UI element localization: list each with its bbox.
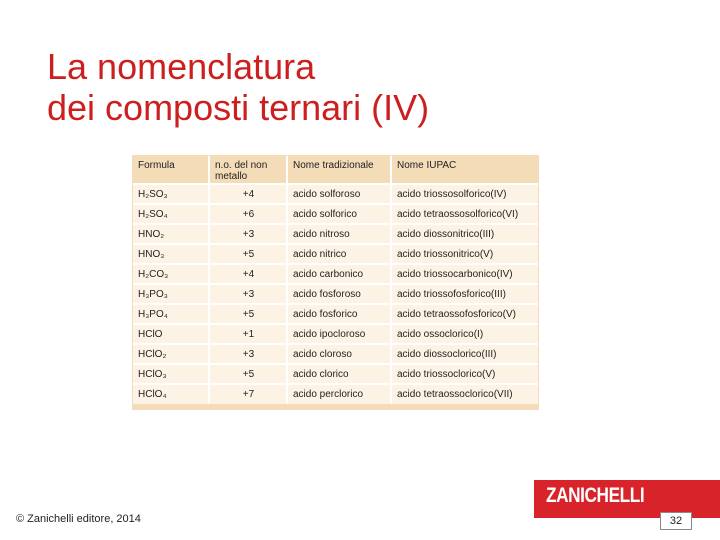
cell-formula: HClO₂ bbox=[133, 344, 209, 364]
cell-oxidation-number: +7 bbox=[209, 384, 287, 404]
cell-formula: HNO₃ bbox=[133, 244, 209, 264]
nomenclature-table-container bbox=[132, 155, 539, 410]
cell-iupac-name: acido triossofosforico(III) bbox=[391, 284, 538, 304]
table-row bbox=[133, 364, 538, 384]
cell-traditional-name: acido nitrico bbox=[287, 244, 391, 264]
nomenclature-table bbox=[133, 156, 538, 404]
title-line-2: dei composti ternari (IV) bbox=[47, 87, 430, 129]
table-row bbox=[133, 204, 538, 224]
cell-traditional-name: acido ipocloroso bbox=[287, 324, 391, 344]
cell-iupac-name: acido diossonitrico(III) bbox=[391, 224, 538, 244]
cell-formula: H₂SO₄ bbox=[133, 204, 209, 224]
table-body bbox=[133, 184, 538, 404]
cell-formula: H₃PO₃ bbox=[133, 284, 209, 304]
cell-oxidation-number: +3 bbox=[209, 284, 287, 304]
table-row bbox=[133, 224, 538, 244]
cell-traditional-name: acido carbonico bbox=[287, 264, 391, 284]
table-row bbox=[133, 244, 538, 264]
cell-formula: H₃PO₄ bbox=[133, 304, 209, 324]
header-iupac-name: Nome IUPAC bbox=[391, 156, 538, 184]
cell-formula: HClO₃ bbox=[133, 364, 209, 384]
cell-traditional-name: acido nitroso bbox=[287, 224, 391, 244]
cell-oxidation-number: +5 bbox=[209, 244, 287, 264]
cell-oxidation-number: +5 bbox=[209, 364, 287, 384]
cell-iupac-name: acido triossocarbonico(IV) bbox=[391, 264, 538, 284]
table-row bbox=[133, 284, 538, 304]
cell-formula: H₂CO₃ bbox=[133, 264, 209, 284]
cell-oxidation-number: +3 bbox=[209, 344, 287, 364]
cell-traditional-name: acido cloroso bbox=[287, 344, 391, 364]
cell-iupac-name: acido triossoclorico(V) bbox=[391, 364, 538, 384]
cell-oxidation-number: +4 bbox=[209, 184, 287, 204]
cell-traditional-name: acido fosforico bbox=[287, 304, 391, 324]
cell-iupac-name: acido ossoclorico(I) bbox=[391, 324, 538, 344]
cell-formula: HClO bbox=[133, 324, 209, 344]
cell-iupac-name: acido tetraossofosforico(V) bbox=[391, 304, 538, 324]
table-row bbox=[133, 324, 538, 344]
cell-formula: HNO₂ bbox=[133, 224, 209, 244]
publisher-logo-text: ZANICHELLI bbox=[546, 484, 645, 507]
cell-iupac-name: acido triossonitrico(V) bbox=[391, 244, 538, 264]
table-row bbox=[133, 184, 538, 204]
copyright-footer: © Zanichelli editore, 2014 bbox=[16, 513, 141, 525]
cell-traditional-name: acido fosforoso bbox=[287, 284, 391, 304]
cell-traditional-name: acido solforoso bbox=[287, 184, 391, 204]
cell-iupac-name: acido triossosolforico(IV) bbox=[391, 184, 538, 204]
cell-formula: H₂SO₃ bbox=[133, 184, 209, 204]
header-traditional-name: Nome tradizionale bbox=[287, 156, 391, 184]
cell-iupac-name: acido tetraossosolforico(VI) bbox=[391, 204, 538, 224]
header-formula: Formula bbox=[133, 156, 209, 184]
table-row bbox=[133, 304, 538, 324]
cell-oxidation-number: +4 bbox=[209, 264, 287, 284]
table-row bbox=[133, 344, 538, 364]
cell-traditional-name: acido clorico bbox=[287, 364, 391, 384]
cell-oxidation-number: +3 bbox=[209, 224, 287, 244]
cell-iupac-name: acido diossoclorico(III) bbox=[391, 344, 538, 364]
table-header-row bbox=[133, 156, 538, 184]
cell-traditional-name: acido solforico bbox=[287, 204, 391, 224]
slide-title bbox=[47, 46, 687, 128]
cell-iupac-name: acido tetraossoclorico(VII) bbox=[391, 384, 538, 404]
cell-traditional-name: acido perclorico bbox=[287, 384, 391, 404]
cell-oxidation-number: +5 bbox=[209, 304, 287, 324]
cell-formula: HClO₄ bbox=[133, 384, 209, 404]
table-row bbox=[133, 384, 538, 404]
table-row bbox=[133, 264, 538, 284]
cell-oxidation-number: +6 bbox=[209, 204, 287, 224]
page-number: 32 bbox=[660, 512, 692, 530]
title-line-1: La nomenclatura bbox=[47, 46, 316, 88]
cell-oxidation-number: +1 bbox=[209, 324, 287, 344]
header-oxidation-number: n.o. del non metallo bbox=[209, 156, 287, 184]
